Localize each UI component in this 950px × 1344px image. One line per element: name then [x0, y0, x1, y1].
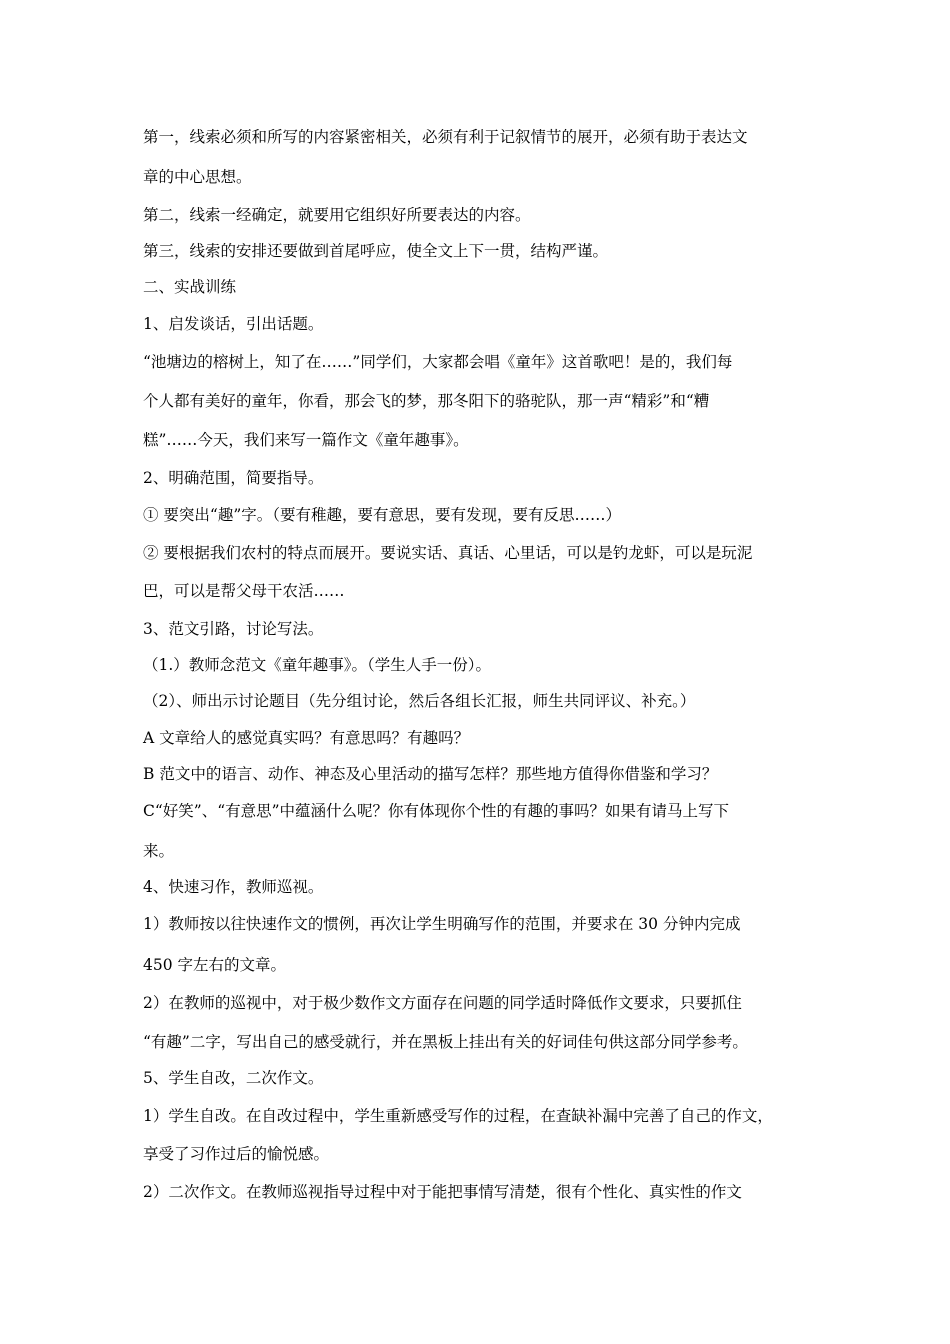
text-line: ① 要突出“趣”字。（要有稚趣，要有意思，要有发现，要有反思……） — [143, 506, 622, 524]
text-line: 2）在教师的巡视中，对于极少数作文方面存在问题的同学适时降低作文要求，只要抓住 — [143, 994, 742, 1012]
step-heading: 4、快速习作，教师巡视。 — [143, 878, 324, 896]
text-line: 章的中心思想。 — [143, 168, 252, 186]
text-line: C“好笑”、“有意思”中蕴涵什么呢？你有体现你个性的有趣的事吗？如果有请马上写下 — [143, 802, 730, 820]
text-line: ② 要根据我们农村的特点而展开。要说实话、真话、心里话，可以是钓龙虾，可以是玩泥 — [143, 544, 753, 562]
text-line: （2）、师出示讨论题目（先分组讨论，然后各组长汇报，师生共同评议、补充。） — [143, 692, 696, 710]
text-line: 1）学生自改。在自改过程中，学生重新感受写作的过程，在查缺补漏中完善了自己的作文， — [143, 1107, 773, 1125]
text-line: 享受了习作过后的愉悦感。 — [143, 1145, 330, 1163]
step-heading: 3、范文引路，讨论写法。 — [143, 620, 324, 638]
text-line: 1）教师按以往快速作文的惯例，再次让学生明确写作的范围，并要求在 30 分钟内完成 — [143, 915, 741, 933]
text-line: 第三，线索的安排还要做到首尾呼应，使全文上下一贯，结构严谨。 — [143, 242, 609, 260]
text-line: “池塘边的榕树上，知了在……”同学们，大家都会唱《童年》这首歌吧！是的，我们每 — [143, 353, 733, 371]
text-line: B 范文中的语言、动作、神态及心里活动的描写怎样？那些地方值得你借鉴和学习？ — [143, 765, 718, 783]
text-line: 巴，可以是帮父母干农活…… — [143, 582, 345, 600]
section-heading: 二、实战训练 — [143, 278, 237, 296]
step-heading: 5、学生自改，二次作文。 — [143, 1069, 324, 1087]
step-heading: 1、启发谈话，引出话题。 — [143, 315, 324, 333]
text-line: （1.）教师念范文《童年趣事》。（学生人手一份）。 — [143, 656, 492, 674]
step-heading: 2、明确范围，简要指导。 — [143, 469, 324, 487]
text-line: A 文章给人的感觉真实吗？有意思吗？有趣吗？ — [143, 729, 470, 747]
text-line: 第二，线索一经确定，就要用它组织好所要表达的内容。 — [143, 206, 531, 224]
text-line: 糕”……今天，我们来写一篇作文《童年趣事》。 — [143, 431, 469, 449]
text-line: 450 字左右的文章。 — [143, 956, 287, 974]
text-line: “有趣”二字，写出自己的感受就行，并在黑板上挂出有关的好词佳句供这部分同学参考。 — [143, 1033, 748, 1051]
text-line: 个人都有美好的童年，你看，那会飞的梦，那冬阳下的骆驼队，那一声“精彩”和“糟 — [143, 392, 710, 410]
text-line: 2）二次作文。在教师巡视指导过程中对于能把事情写清楚，很有个性化、真实性的作文 — [143, 1183, 742, 1201]
text-line: 来。 — [143, 842, 175, 860]
text-line: 第一，线索必须和所写的内容紧密相关，必须有利于记叙情节的展开，必须有助于表达文 — [143, 128, 748, 146]
